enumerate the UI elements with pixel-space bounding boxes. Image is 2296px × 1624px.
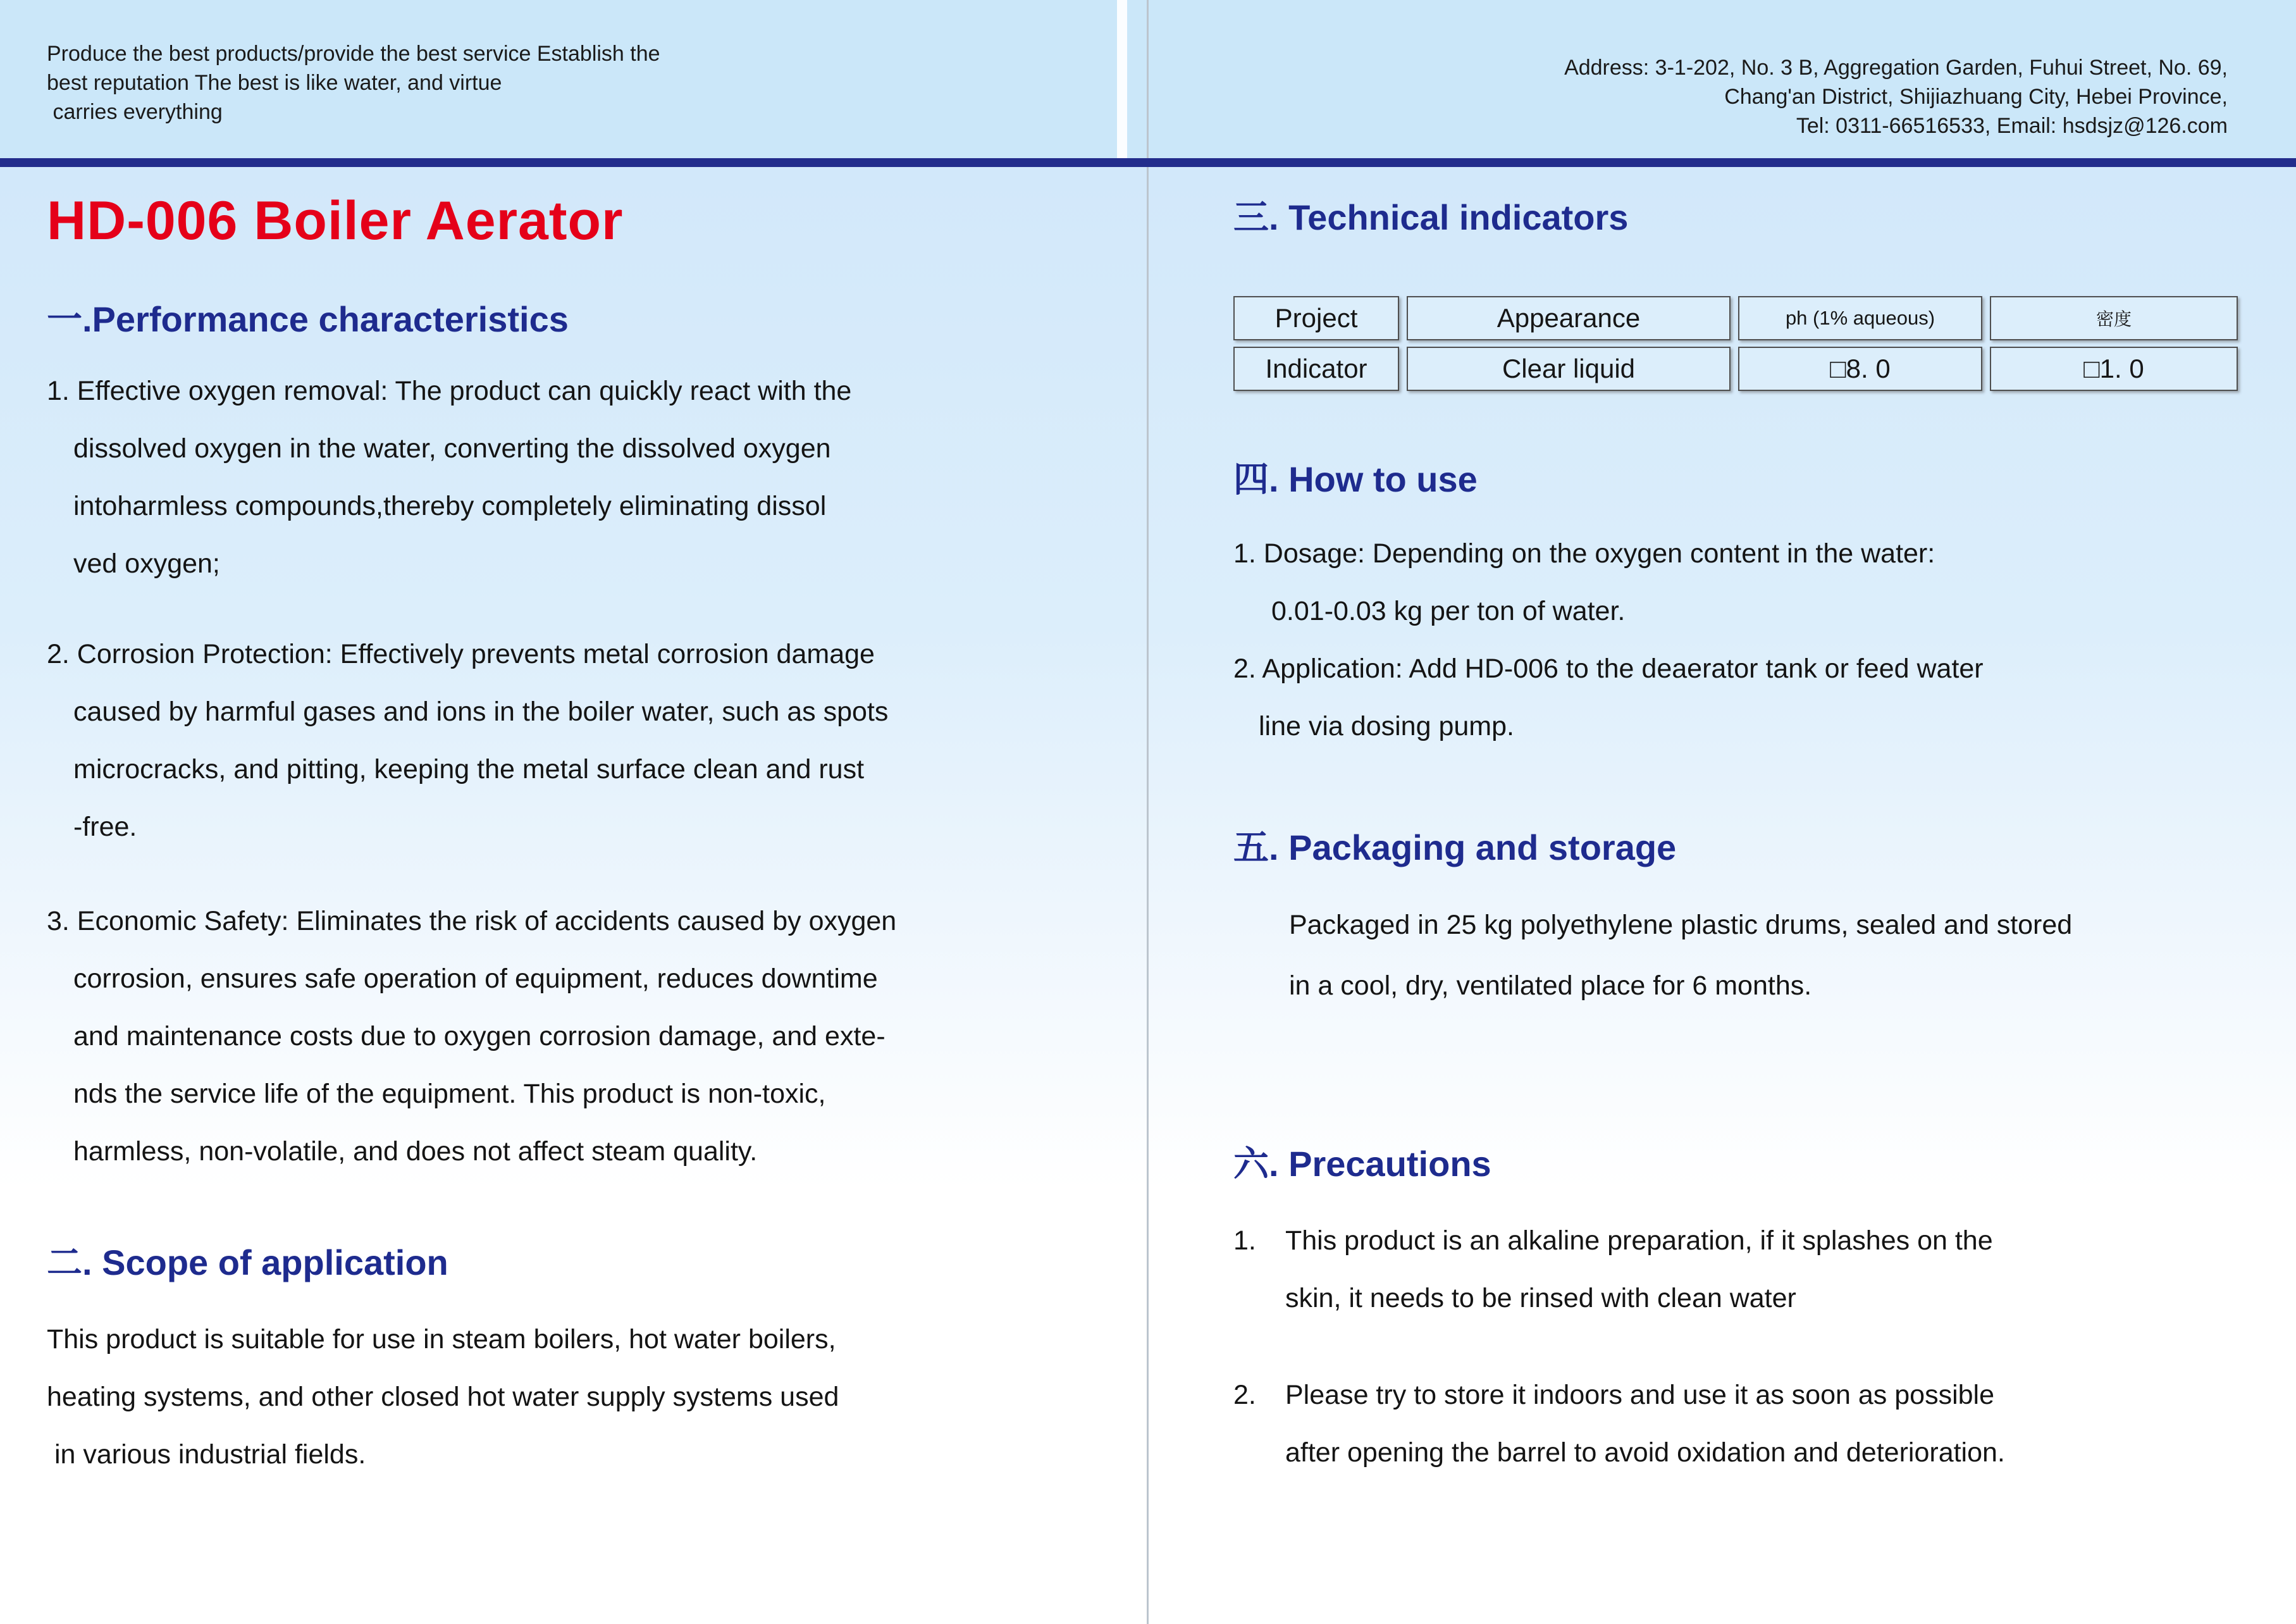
slogan-line: best reputation The best is like water, and virtue	[47, 71, 502, 95]
text-line: line via dosing pump.	[1259, 711, 1514, 741]
section-heading-packaging: 五. Packaging and storage	[1233, 827, 1677, 867]
company-address	[1564, 53, 2228, 140]
text-line: 3. Economic Safety: Eliminates the risk of accidents caused by oxygen	[47, 906, 897, 936]
precaution-number: 2.	[1233, 1380, 1256, 1410]
performance-item-3	[47, 893, 1116, 1181]
text-line: dissolved oxygen in the water, converting the dissolved oxygen	[73, 433, 831, 464]
text-line: corrosion, ensures safe operation of equipment, reduces downtime	[73, 964, 878, 994]
precaution-item-2	[1233, 1367, 2253, 1482]
performance-item-2	[47, 626, 1116, 856]
text-line: 1. Effective oxygen removal: The product can quickly react with the	[47, 376, 852, 406]
product-title: HD-006 Boiler Aerator	[47, 190, 624, 251]
table-header-appearance: Appearance	[1407, 296, 1731, 340]
technical-indicators-table	[1233, 296, 2240, 391]
right-column	[1233, 190, 2253, 1482]
precaution-text	[1285, 1367, 2253, 1482]
text-line: -free.	[73, 812, 137, 842]
section-heading-technical: 三. Technical indicators	[1233, 197, 1629, 237]
text-line: and maintenance costs due to oxygen corrosion damage, and exte-	[73, 1021, 886, 1051]
performance-item-1	[47, 363, 1116, 593]
text-line: Packaged in 25 kg polyethylene plastic drums, sealed and stored	[1289, 910, 2073, 940]
table-header-row	[1233, 296, 2240, 340]
company-slogan	[47, 39, 660, 127]
table-header-density: 密度	[1990, 296, 2238, 340]
text-line: nds the service life of the equipment. This product is non-toxic,	[73, 1079, 826, 1109]
text-line: Please try to store it indoors and use it as soon as possible	[1285, 1380, 1995, 1410]
text-line: 2. Application: Add HD-006 to the deaerator tank or feed water	[1233, 654, 1984, 684]
header-divider-bar	[0, 158, 2296, 167]
left-column	[47, 190, 1116, 1484]
address-line: Address: 3-1-202, No. 3 B, Aggregation Garden, Fuhui Street, No. 69,	[1564, 56, 2228, 80]
slogan-line: carries everything	[47, 100, 223, 124]
text-line: This product is an alkaline preparation, if it splashes on the	[1285, 1225, 1993, 1256]
address-line: Chang'an District, Shijiazhuang City, Hebei Province,	[1724, 85, 2228, 109]
table-cell-ph-value: □8. 0	[1738, 347, 1982, 391]
text-line: 0.01-0.03 kg per ton of water.	[1271, 596, 1626, 626]
table-cell-density-value: □1. 0	[1990, 347, 2238, 391]
scope-paragraph	[47, 1311, 1116, 1484]
text-line: 1. Dosage: Depending on the oxygen content in the water:	[1233, 538, 1935, 569]
table-header-ph: ph (1% aqueous)	[1738, 296, 1982, 340]
packaging-text	[1233, 895, 2253, 1016]
section-heading-performance: 一.Performance characteristics	[47, 299, 569, 339]
text-line: ved oxygen;	[73, 549, 220, 579]
text-line: harmless, non-volatile, and does not affect steam quality.	[73, 1136, 758, 1167]
address-line: Tel: 0311-66516533, Email: hsdsjz@126.com	[1796, 114, 2228, 138]
table-cell-appearance-value: Clear liquid	[1407, 347, 1731, 391]
text-line: skin, it needs to be rinsed with clean water	[1285, 1283, 1796, 1313]
text-line: heating systems, and other closed hot water supply systems used	[47, 1382, 839, 1412]
text-line: intoharmless compounds,thereby completely eliminating dissol	[73, 491, 827, 521]
precaution-number: 1.	[1233, 1225, 1256, 1256]
section-heading-how-to-use: 四. How to use	[1233, 459, 1478, 499]
table-header-project: Project	[1233, 296, 1399, 340]
precaution-text	[1285, 1212, 2253, 1327]
section-heading-scope: 二. Scope of application	[47, 1243, 448, 1282]
how-to-use-text	[1233, 525, 2253, 755]
table-cell-indicator: Indicator	[1233, 347, 1399, 391]
text-line: in a cool, dry, ventilated place for 6 months.	[1289, 970, 1812, 1001]
text-line: 2. Corrosion Protection: Effectively prevents metal corrosion damage	[47, 639, 875, 669]
text-line: after opening the barrel to avoid oxidation and deterioration.	[1285, 1437, 2005, 1468]
header-column-gap	[1117, 0, 1127, 158]
precaution-item-1	[1233, 1212, 2253, 1327]
slogan-line: Produce the best products/provide the best service Establish the	[47, 42, 660, 66]
column-divider	[1147, 0, 1149, 1624]
text-line: microcracks, and pitting, keeping the metal surface clean and rust	[73, 754, 865, 784]
text-line: in various industrial fields.	[47, 1439, 366, 1470]
section-heading-precautions: 六. Precautions	[1233, 1144, 1491, 1184]
text-line: caused by harmful gases and ions in the boiler water, such as spots	[73, 697, 889, 727]
table-value-row	[1233, 347, 2240, 391]
text-line: This product is suitable for use in steam boilers, hot water boilers,	[47, 1324, 836, 1354]
